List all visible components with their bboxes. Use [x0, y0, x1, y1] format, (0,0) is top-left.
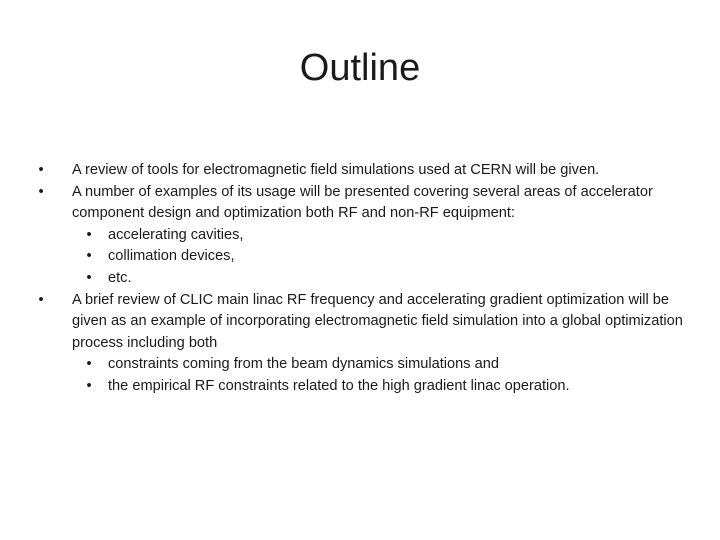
sub-bullet-item: [72, 268, 694, 290]
slide-title: Outline: [299, 47, 421, 89]
sub-bullet-list: [72, 225, 694, 290]
bullet-icon: •: [86, 269, 92, 286]
sub-bullet-text: accelerating cavities,: [108, 226, 244, 243]
bullet-item: [34, 182, 694, 290]
bullet-item: [34, 160, 694, 182]
bullet-text: A number of examples of its usage will be presented covering several areas of accelerator component design and optimization both RF and non-RF equipment:: [72, 183, 653, 222]
bullet-list: [34, 160, 694, 398]
bullet-icon: •: [38, 291, 44, 308]
bullet-icon: •: [86, 377, 92, 394]
bullet-icon: •: [38, 183, 44, 200]
sub-bullet-item: [72, 376, 694, 398]
sub-bullet-text: etc.: [108, 269, 132, 286]
sub-bullet-list: [72, 354, 694, 397]
bullet-icon: •: [86, 356, 92, 373]
slide-content: [34, 160, 694, 398]
sub-bullet-text: the empirical RF constraints related to the high gradient linac operation.: [108, 377, 570, 394]
bullet-icon: •: [86, 226, 92, 243]
sub-bullet-item: [72, 354, 694, 376]
bullet-item: [34, 290, 694, 398]
bullet-icon: •: [38, 162, 44, 178]
bullet-icon: •: [86, 248, 92, 265]
bullet-text: A review of tools for electromagnetic field simulations used at CERN will be given.: [72, 162, 600, 178]
sub-bullet-text: constraints coming from the beam dynamics simulations and: [108, 356, 499, 373]
sub-bullet-text: collimation devices,: [108, 248, 235, 265]
sub-bullet-item: [72, 246, 694, 268]
bullet-text: A brief review of CLIC main linac RF frequency and accelerating gradient optimization will be given as an example of incorporating electromagnetic field simulation into a global optimization process including both: [72, 291, 683, 351]
sub-bullet-item: [72, 225, 694, 247]
